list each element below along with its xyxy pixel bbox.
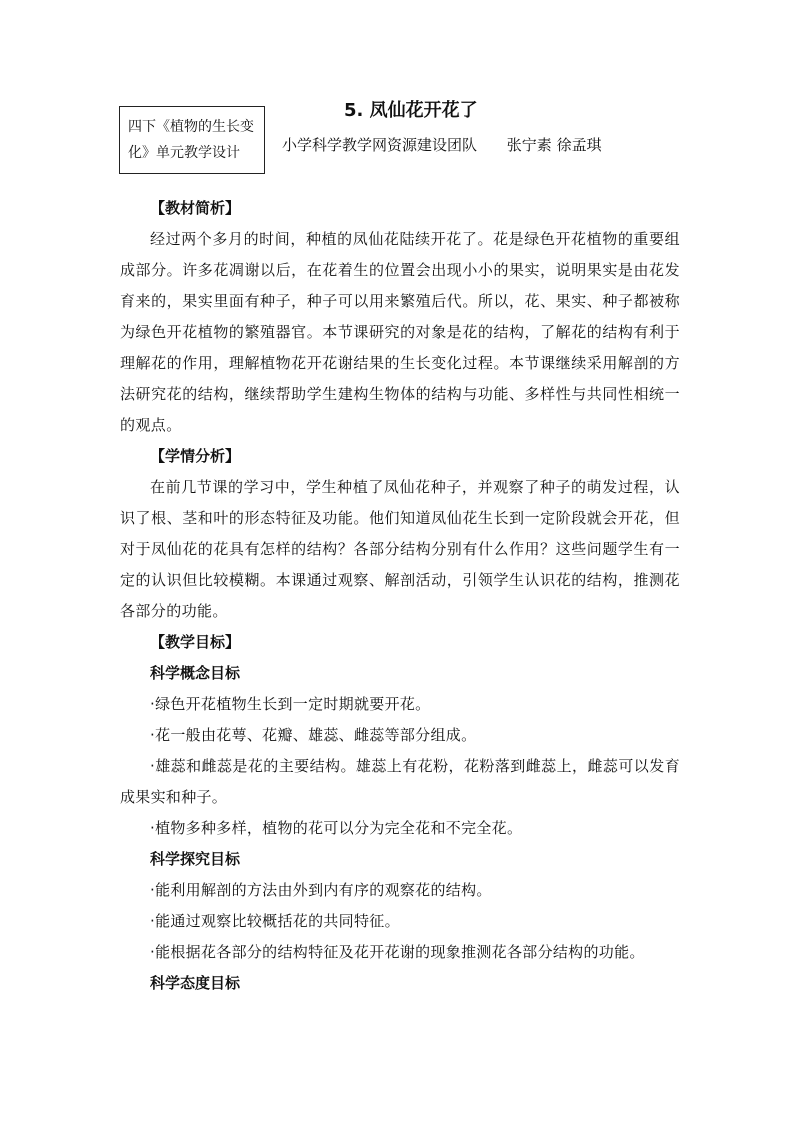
unit-label-line-2: 化》单元教学设计 — [128, 145, 240, 161]
unit-label-box — [119, 106, 265, 174]
section-heading-goals: 【教学目标】 — [150, 633, 241, 651]
sub-heading-concept: 科学概念目标 — [150, 664, 241, 682]
inquiry-item: ·能通过观察比较概括花的共同特征。 — [150, 912, 400, 930]
concept-item: ·雄蕊和雌蕊是花的主要结构。雄蕊上有花粉，花粉落到雌蕊上，雌蕊可以发育成果实和种子。 — [120, 757, 680, 806]
sub-heading-attitude: 科学态度目标 — [150, 974, 241, 992]
author-names: 张宁素 徐孟琪 — [506, 136, 602, 154]
paragraph-textbook: 经过两个多月的时间，种植的凤仙花陆续开花了。花是绿色开花植物的重要组成部分。许多花凋谢以后，在花着生的位置会出现小小的果实，说明果实是由花发育来的，果实里面有种子，种子可以用来繁殖后代。所以，花、果实、种子都被称为绿色开花植物的繁殖器官。本节课研究的对象是花的结构，了解花的结构有利于理解花的作用，理解植物花开花谢结果的生长变化过程。本节课继续采用解剖的方法研究花的结构，继续帮助学生建构生物体的结构与功能、多样性与共同性相统一的观点。 — [120, 230, 680, 434]
inquiry-item: ·能利用解剖的方法由外到内有序的观察花的结构。 — [150, 881, 492, 899]
concept-item: ·植物多种多样，植物的花可以分为完全花和不完全花。 — [150, 819, 523, 837]
document-body — [120, 193, 680, 999]
author-line — [282, 132, 602, 158]
author-team: 小学科学教学网资源建设团队 — [282, 136, 478, 154]
section-heading-students: 【学情分析】 — [150, 447, 241, 465]
sub-heading-inquiry: 科学探究目标 — [150, 850, 241, 868]
inquiry-item: ·能根据花各部分的结构特征及花开花谢的现象推测花各部分结构的功能。 — [150, 943, 645, 961]
unit-label-line-1: 四下《植物的生长变 — [128, 119, 254, 135]
paragraph-students: 在前几节课的学习中，学生种植了凤仙花种子，并观察了种子的萌发过程，认识了根、茎和叶的形态特征及功能。他们知道凤仙花生长到一定阶段就会开花，但对于凤仙花的花具有怎样的结构？各部分结构分别有什么作用？这些问题学生有一定的认识但比较模糊。本课通过观察、解剖活动，引领学生认识花的结构，推测花各部分的功能。 — [120, 478, 680, 620]
concept-item: ·绿色开花植物生长到一定时期就要开花。 — [150, 695, 431, 713]
concept-item: ·花一般由花萼、花瓣、雄蕊、雌蕊等部分组成。 — [150, 726, 477, 744]
section-heading-textbook: 【教材简析】 — [150, 199, 241, 217]
lesson-title: 5. 凤仙花开花了 — [344, 100, 478, 121]
